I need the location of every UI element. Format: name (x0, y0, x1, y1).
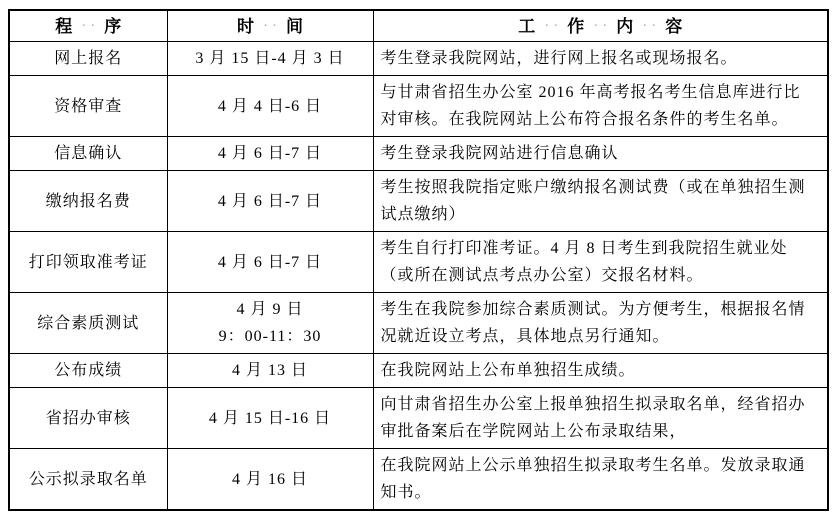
time-line: 4 月 13 日 (231, 362, 308, 379)
table-row (9, 171, 828, 232)
cell-content: 考生自行打印准考证。4 月 8 日考生到我院招生就业处（或所在测试点考点办公室）交报名材料。 (373, 232, 828, 293)
header-cell-procedure (9, 10, 167, 42)
time-line: 4 月 6 日-7 日 (217, 253, 323, 271)
time-line: 4 月 16 日 (231, 470, 308, 488)
cell-time (167, 171, 373, 232)
time-line: 4 月 6 日-7 日 (217, 145, 323, 162)
cell-content: 考生登录我院网站进行信息确认 (373, 137, 828, 171)
cell-procedure: 打印领取准考证 (9, 232, 167, 293)
header-char: 内 (616, 17, 634, 36)
table-row (9, 137, 828, 171)
time-line: 9：00-11：30 (218, 328, 322, 345)
cell-content: 与甘肃省招生办公室 2016 年高考报名考生信息库进行比对审核。在我院网站上公布符合报名条件的考生名单。 (373, 76, 828, 137)
table-header (9, 10, 828, 42)
space-mark: ·· (544, 18, 563, 34)
header-char: 时 (237, 17, 254, 36)
header-char: 容 (665, 17, 683, 36)
header-char: 工 (518, 17, 536, 36)
header-cell-content (373, 10, 828, 42)
space-mark: ·· (593, 18, 612, 34)
cell-time (167, 388, 373, 449)
space-mark: ·· (81, 18, 100, 34)
cell-procedure: 公布成绩 (9, 354, 167, 388)
header-cell-time (167, 10, 373, 42)
table-row (9, 449, 828, 511)
cell-time (167, 354, 373, 388)
cell-content: 在我院网站上公布单独招生成绩。 (373, 354, 828, 388)
table-header-row (9, 10, 828, 42)
cell-procedure: 综合素质测试 (9, 293, 167, 354)
header-char: 作 (567, 17, 585, 36)
header-char: 间 (286, 17, 303, 36)
header-char: 序 (104, 17, 122, 36)
schedule-table (8, 9, 829, 511)
cell-content: 考生按照我院指定账户缴纳报名测试费（或在单独招生测试点缴纳） (373, 171, 828, 232)
space-mark: ·· (642, 18, 661, 34)
cell-procedure: 省招办审核 (9, 388, 167, 449)
cell-procedure: 公示拟录取名单 (9, 449, 167, 511)
table-row (9, 388, 828, 449)
table-row (9, 76, 828, 137)
cell-time (167, 449, 373, 511)
cell-procedure: 资格审查 (9, 76, 167, 137)
space-mark: ·· (263, 18, 281, 34)
table-row (9, 42, 828, 76)
cell-procedure: 网上报名 (9, 42, 167, 76)
cell-time (167, 76, 373, 137)
cell-time (167, 293, 373, 354)
cell-content: 在我院网站上公示单独招生拟录取考生名单。发放录取通知书。 (373, 449, 828, 511)
table-row (9, 232, 828, 293)
cell-procedure: 缴纳报名费 (9, 171, 167, 232)
cell-content: 考生登录我院网站，进行网上报名或现场报名。 (373, 42, 828, 76)
cell-time (167, 137, 373, 171)
document-page (8, 9, 827, 511)
cell-time (167, 232, 373, 293)
time-line: 4 月 15 日-16 日 (208, 409, 332, 427)
cell-procedure: 信息确认 (9, 137, 167, 171)
time-line: 4 月 9 日 (236, 301, 304, 318)
cell-content: 考生在我院参加综合素质测试。为方便考生，根据报名情况就近设立考点，具体地点另行通知。 (373, 293, 828, 354)
table-row (9, 293, 828, 354)
time-line: 4 月 6 日-7 日 (217, 192, 323, 210)
cell-time (167, 42, 373, 76)
table-row (9, 354, 828, 388)
table-body (9, 42, 828, 511)
time-line: 4 月 4 日-6 日 (217, 97, 323, 115)
time-line: 3 月 15 日-4 月 3 日 (195, 50, 345, 67)
cell-content: 向甘肃省招生办公室上报单独招生拟录取名单，经省招办审批备案后在学院网站上公布录取结果， (373, 388, 828, 449)
header-char: 程 (55, 17, 73, 36)
